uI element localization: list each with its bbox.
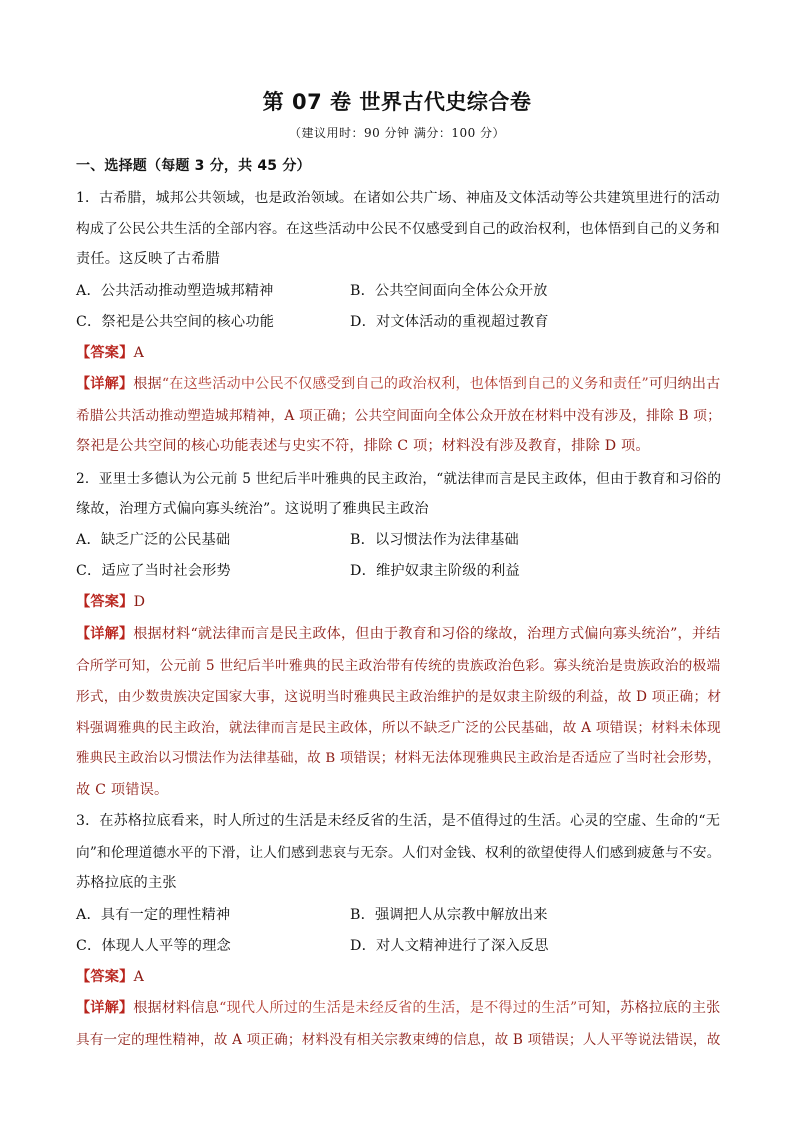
q1-option-c: C．祭祀是公共空间的核心功能 <box>76 314 275 330</box>
answer-value: A <box>133 969 145 985</box>
detail-text: 根据材料信息 <box>133 1000 220 1016</box>
detail-label: 【详解】 <box>76 626 134 642</box>
q3-option-d: D．对人文精神进行了深入反思 <box>350 938 549 954</box>
answer-label: 【答案】 <box>76 594 134 610</box>
q1-detail-line-2: 希腊公共活动推动塑造城邦精神，A 项正确；公共空间面向全体公众开放在材料中没有涉及，排除 B 项； <box>76 408 722 424</box>
q3-stem-line-3: 苏格拉底的主张 <box>76 875 177 891</box>
q2-stem-line-2: 缘故，治理方式偏向寡头统治”。这说明了雅典民主政治 <box>76 501 429 517</box>
q1-answer <box>76 342 144 362</box>
q1-stem-line-1: 1．古希腊，城邦公共领域，也是政治领域。在诸如公共广场、神庙及文体活动等公共建筑里进行的活动 <box>76 190 720 206</box>
q3-option-c: C．体现人人平等的理念 <box>76 938 231 954</box>
q2-stem-line-1: 2．亚里士多德认为公元前 5 世纪后半叶雅典的民主政治，“就法律而言是民主政体，但由于教育和习俗的 <box>76 471 722 487</box>
q3-option-a: A．具有一定的理性精神 <box>76 907 231 923</box>
q2-detail-line-6: 故 C 项错误。 <box>76 782 169 798</box>
q1-detail-line-3: 祭祀是公共空间的核心功能表述与史实不符，排除 C 项；材料没有涉及教育，排除 D 项。 <box>76 438 650 454</box>
q1-option-a: A．公共活动推动塑造城邦精神 <box>76 283 274 299</box>
q2-detail-line-4: 料强调雅典的民主政治，就法律而言是民主政体，所以不缺乏广泛的公民基础，故 A 项错误；材料未体现 <box>76 720 721 736</box>
q2-detail-line-2: 合所学可知，公元前 5 世纪后半叶雅典的民主政治带有传统的贵族政治色彩。寡头统治是贵族政治的极端 <box>76 658 721 674</box>
q2-detail-line-3: 形式，由少数贵族决定国家大事，这说明当时雅典民主政治维护的是奴隶主阶级的利益，故 D 项正确；材 <box>76 689 722 705</box>
detail-quote: “现代人所过的生活是未经反省的生活，是不得过的生活” <box>219 1000 578 1016</box>
section-heading: 一、选择题（每题 3 分，共 45 分） <box>76 158 311 174</box>
q3-answer <box>76 966 144 986</box>
q2-detail-line-5: 雅典民主政治以习惯法作为法律基础，故 B 项错误；材料无法体现雅典民主政治是否适应了当时社会形势， <box>76 751 721 766</box>
answer-label: 【答案】 <box>76 969 134 985</box>
detail-text: 根据 <box>133 376 162 392</box>
q2-option-c: C．适应了当时社会形势 <box>76 563 231 579</box>
q3-detail-line-1 <box>76 997 720 1017</box>
answer-value: D <box>133 594 146 610</box>
q1-option-b: B．公共空间面向全体公众开放 <box>350 283 548 299</box>
q3-stem-line-2: 向”和伦理道德水平的下滑，让人们感到悲哀与无奈。人们对金钱、权利的欲望使得人们感到疲惫与不安。 <box>76 845 721 861</box>
q3-stem-line-1: 3．在苏格拉底看来，时人所过的生活是未经反省的生活，是不值得过的生活。心灵的空虚、生命的“无 <box>76 813 721 829</box>
detail-label: 【详解】 <box>76 376 134 392</box>
detail-text: 可知，苏格拉底的主张 <box>577 1000 721 1016</box>
q1-stem-line-3: 责任。这反映了古希腊 <box>76 251 220 267</box>
q1-detail-line-1 <box>76 373 720 393</box>
q2-option-d: D．维护奴隶主阶级的利益 <box>350 563 520 579</box>
q2-detail-line-1 <box>76 623 720 643</box>
detail-text: 根据材料“就法律而言是民主政体，但由于教育和习俗的缘故，治理方式偏向寡头统治”，并结 <box>133 626 721 642</box>
q1-option-d: D．对文体活动的重视超过教育 <box>350 314 549 330</box>
q2-answer <box>76 591 145 611</box>
answer-label: 【答案】 <box>76 345 134 361</box>
page-subtitle: （建议用时：90 分钟 满分：100 分） <box>288 126 506 140</box>
detail-text: 可归纳出古 <box>648 376 721 392</box>
q2-option-a: A．缺乏广泛的公民基础 <box>76 532 231 548</box>
q3-detail-line-2: 具有一定的理性精神，故 A 项正确；材料没有相关宗教束缚的信息，故 B 项错误；人人平等说法错误，故 <box>76 1032 721 1048</box>
answer-value: A <box>133 345 145 361</box>
detail-label: 【详解】 <box>76 1000 134 1016</box>
page-title: 第 07 卷 世界古代史综合卷 <box>262 90 532 114</box>
q1-stem-line-2: 构成了公民公共生活的全部内容。在这些活动中公民不仅感受到自己的政治权利，也体悟到自己的义务和 <box>76 221 720 237</box>
q3-option-b: B．强调把人从宗教中解放出来 <box>350 907 548 923</box>
q2-option-b: B．以习惯法作为法律基础 <box>350 532 519 548</box>
detail-quote: “在这些活动中公民不仅感受到自己的政治权利，也体悟到自己的义务和责任” <box>161 376 649 392</box>
